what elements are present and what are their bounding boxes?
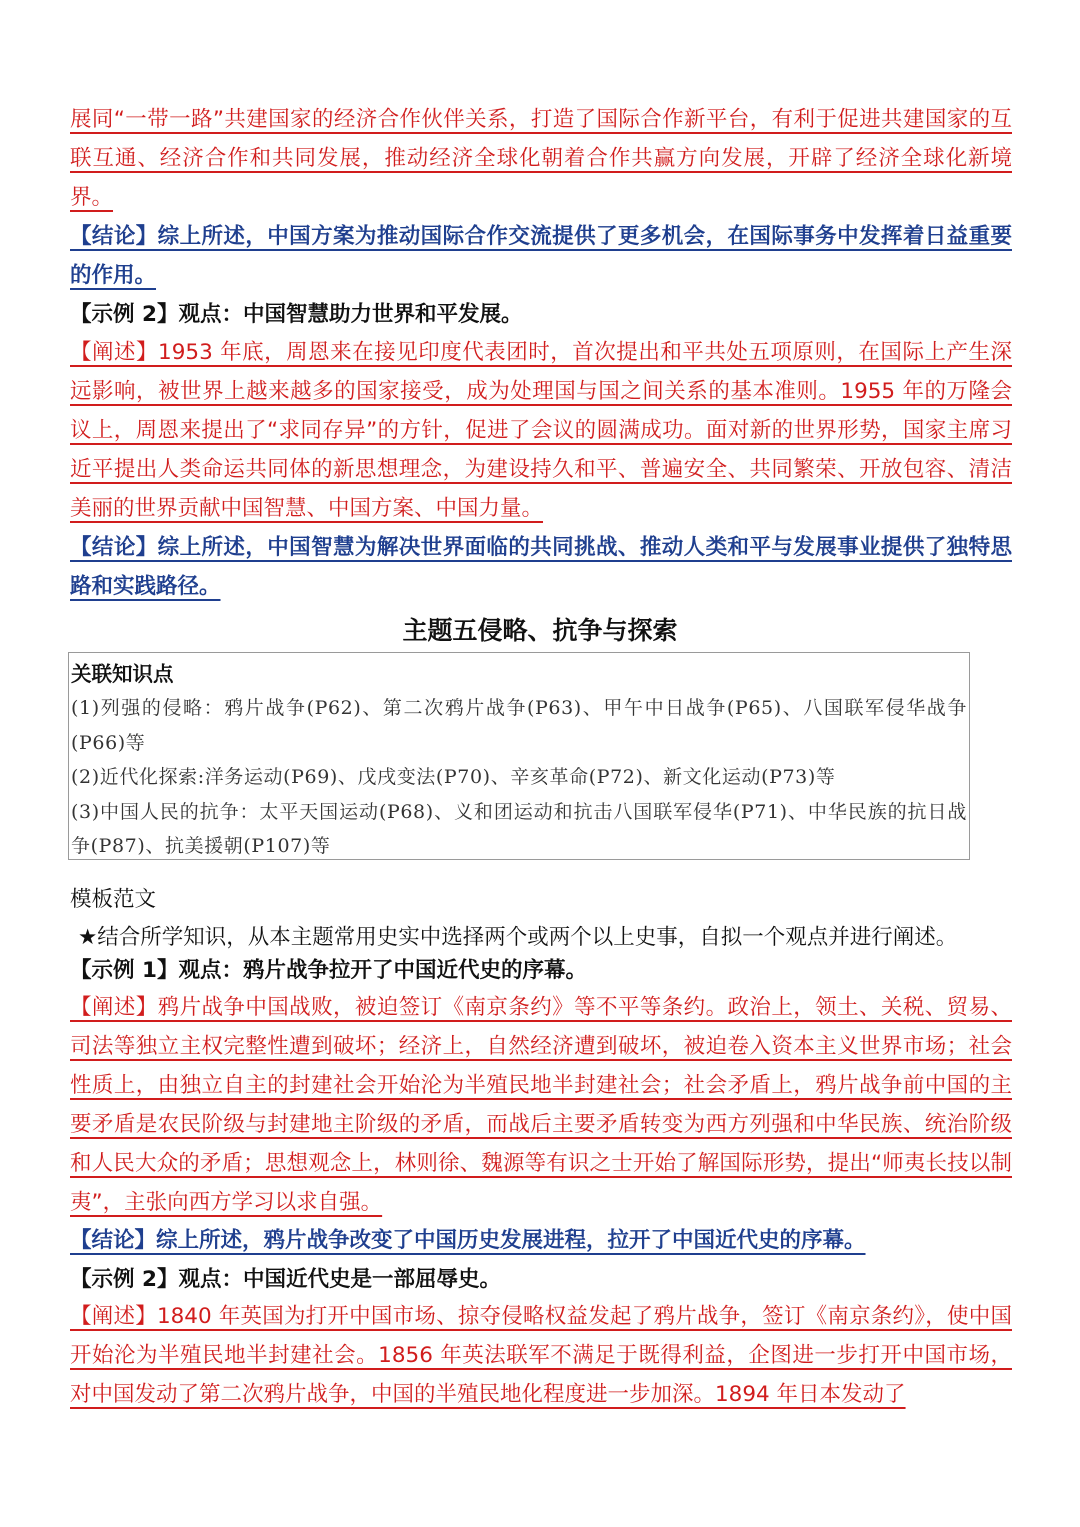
conclusion-opium-war-text: 【结论】综上所述，鸦片战争改变了中国历史发展进程，拉开了中国近代史的序幕。 [70, 1228, 866, 1253]
paragraph-continuation-text: 展同“一带一路”共建国家的经济合作伙伴关系，打造了国际合作新平台，有利于促进共建国家的互联互通、经济合作和共同发展，推动经济全球化朝着合作共赢方向发展，开辟了经济全球化新境界。 [70, 107, 1012, 210]
section-title: 主题五侵略、抗争与探索 [402, 616, 678, 645]
example-heading-opium-war: 【示例 1】观点：鸦片战争拉开了中国近代史的序幕。 [70, 958, 587, 983]
elaboration-opium-war-text: 【阐述】鸦片战争中国战败，被迫签订《南京条约》等不平等条约。政治上，领土、关税、贸易、司法等独立主权完整性遭到破坏；经济上，自然经济遭到破坏，被迫卷入资本主义世界市场；社会性质上，由独立自主的封建社会开始沦为半殖民地半封建社会；社会矛盾上，鸦片战争前中国的主要矛盾是农民阶级与封建地主阶级的矛盾，而战后主要矛盾转变为西方列强和中华民族、统治阶级和人民大众的矛盾；思想观念上，林则徐、魏源等有识之士开始了解国际形势，提出“师夷长技以制夷”，主张向西方学习以求自强。 [70, 995, 1012, 1215]
example-heading-wisdom: 【示例 2】观点：中国智慧助力世界和平发展。 [70, 302, 523, 327]
elaboration-humiliation-text: 【阐述】1840 年英国为打开中国市场、掠夺侵略权益发起了鸦片战争，签订《南京条约》，使中国开始沦为半殖民地半封建社会。1856 年英法联军不满足于既得利益，企图进一步打开中国市场，对中国发动了第二次鸦片战争，中国的半殖民地化程度进一步加深。1894 年日本发动了 [70, 1304, 1012, 1407]
knowledge-item: (2)近代化探索:洋务运动(P69)、戊戌变法(P70)、辛亥革命(P72)、新文化运动(P73)等 [71, 766, 836, 788]
conclusion-1 [70, 217, 1012, 295]
conclusion-wisdom [70, 528, 1012, 606]
template-label: 模板范文 [70, 887, 157, 912]
elaboration-wisdom-text: 【阐述】1953 年底，周恩来在接见印度代表团时，首次提出和平共处五项原则，在国际上产生深远影响，被世界上越来越多的国家接受，成为处理国与国之间关系的基本准则。1955 年的万隆会议上，周恩来提出了“求同存异”的方针，促进了会议的圆满成功。面对新的世界形势，国家主席习近平提出人类命运共同体的新思想理念，为建设持久和平、普遍安全、共同繁荣、开放包容、清洁美丽的世界贡献中国智慧、中国方案、中国力量。 [70, 340, 1012, 521]
paragraph-continuation [70, 100, 1012, 217]
conclusion-1-text: 【结论】综上所述，中国方案为推动国际合作交流提供了更多机会，在国际事务中发挥着日益重要的作用。 [70, 224, 1012, 288]
knowledge-item: (1)列强的侵略：鸦片战争(P62)、第二次鸦片战争(P63)、甲午中日战争(P65)、八国联军侵华战争(P66)等 [71, 697, 967, 754]
elaboration-opium-war [70, 988, 1012, 1222]
conclusion-opium-war [70, 1221, 1012, 1260]
conclusion-wisdom-text: 【结论】综上所述，中国智慧为解决世界面临的共同挑战、推动人类和平与发展事业提供了独特思路和实践路径。 [70, 535, 1012, 599]
knowledge-points-heading: 关联知识点 [71, 662, 174, 686]
elaboration-humiliation [70, 1297, 1012, 1414]
knowledge-points-box [68, 652, 970, 860]
knowledge-item: (3)中国人民的抗争：太平天国运动(P68)、义和团运动和抗击八国联军侵华(P71)、中华民族的抗日战争(P87)、抗美援朝(P107)等 [71, 800, 967, 857]
elaboration-wisdom [70, 333, 1012, 528]
task-instruction: ★结合所学知识，从本主题常用史实中选择两个或两个以上史事，自拟一个观点并进行阐述。 [78, 925, 958, 950]
example-heading-humiliation: 【示例 2】观点：中国近代史是一部屈辱史。 [70, 1267, 501, 1292]
